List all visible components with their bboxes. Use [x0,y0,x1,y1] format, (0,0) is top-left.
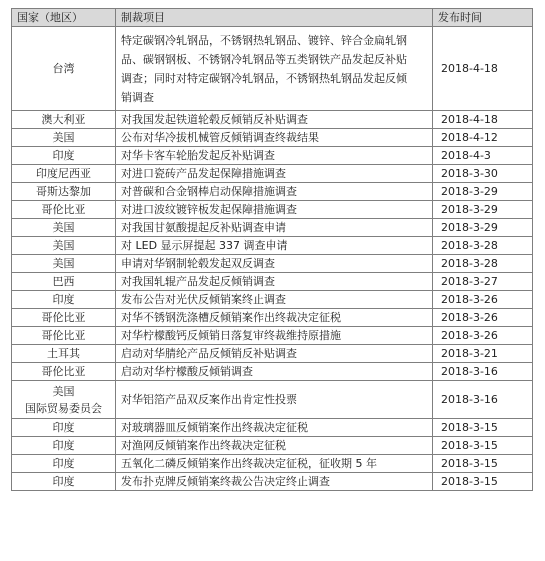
item-text: 申请对华钢制轮毂发起双反调查 [121,257,275,270]
region-cell [12,437,116,455]
date-cell: 2018-3-26 [433,327,533,345]
region-text: 美国 [52,257,75,270]
item-cell [116,111,433,129]
region-cell [12,237,116,255]
item-text: 启动对华柠檬酸反倾销调查 [121,365,253,378]
date-cell: 2018-3-15 [433,437,533,455]
item-text: 对我国轧辊产品发起反倾销调查 [121,275,275,288]
region-text: 印度 [52,293,75,306]
date-cell: 2018-3-29 [433,219,533,237]
item-text: 公布对华冷拔机械管反倾销调查终裁结果 [121,131,319,144]
region-cell [12,129,116,147]
item-cell [116,419,433,437]
region-text: 印度 [52,439,75,452]
region-text: 哥斯达黎加 [36,185,91,198]
region-cell [12,327,116,345]
item-cell [116,201,433,219]
date-cell: 2018-3-16 [433,363,533,381]
item-text: 对华铝箔产品双反案作出肯定性投票 [121,393,297,406]
item-text: 对华柠檬酸钙反倾销日落复审终裁维持原措施 [121,329,341,342]
region-text: 印度 [52,149,75,162]
date-cell: 2018-3-15 [433,455,533,473]
item-text: 对进口瓷砖产品发起保障措施调查 [121,167,286,180]
region-cell [12,273,116,291]
item-cell [116,345,433,363]
region-cell [12,291,116,309]
table-header-row [12,9,533,27]
item-text: 特定碳钢冷轧钢品，不锈钢热轧钢品、镀锌、锌合金扁轧钢 [121,33,407,47]
sanctions-table-container [11,8,533,491]
item-text: 对华卡客车轮胎发起反补贴调查 [121,149,275,162]
region-text: 印度 [52,475,75,488]
item-text: 对 LED 显示屏提起 337 调查申请 [121,239,288,252]
region-text: 美国 [52,384,75,398]
item-cell [116,219,433,237]
table-row [12,147,533,165]
item-text: 销调查 [121,90,154,104]
region-cell [12,165,116,183]
item-text: 发布扑克牌反倾销案终裁公告决定终止调查 [121,475,330,488]
region-text: 土耳其 [47,347,80,360]
region-text: 国际贸易委员会 [25,401,102,415]
region-cell [12,419,116,437]
date-cell: 2018-4-3 [433,147,533,165]
item-text: 对渔网反倾销案作出终裁决定征税 [121,439,286,452]
region-text: 哥伦比亚 [41,365,86,378]
item-text: 品、碳钢钢板、不锈钢冷轧钢品等五类钢铁产品发起反补贴 [121,52,407,66]
item-text: 对华不锈钢洗涤槽反倾销案作出终裁决定征税 [121,311,341,324]
region-text: 印度 [52,457,75,470]
table-row [12,183,533,201]
date-cell: 2018-4-12 [433,129,533,147]
item-cell [116,237,433,255]
date-cell: 2018-3-15 [433,419,533,437]
region-cell [12,345,116,363]
region-cell [12,363,116,381]
table-row [12,129,533,147]
item-cell [116,255,433,273]
table-row [12,201,533,219]
table-row [12,381,533,419]
region-text: 巴西 [52,275,75,288]
region-cell [12,381,116,419]
table-row [12,111,533,129]
region-text: 哥伦比亚 [41,203,86,216]
item-text: 调查；同时对特定碳钢冷轧钢品，不锈钢热轧钢品发起反倾 [121,71,407,85]
date-cell: 2018-3-28 [433,237,533,255]
table-row [12,437,533,455]
region-cell [12,201,116,219]
table-row [12,345,533,363]
region-text: 美国 [52,221,75,234]
header-date: 发布时间 [433,9,533,27]
region-text: 澳大利亚 [41,113,86,126]
region-text: 印度 [52,421,75,434]
region-text: 美国 [52,239,75,252]
item-text: 对进口波纹镀锌板发起保障措施调查 [121,203,297,216]
date-cell: 2018-3-28 [433,255,533,273]
date-cell: 2018-3-29 [433,183,533,201]
region-cell [12,27,116,111]
table-row [12,473,533,491]
date-cell: 2018-3-27 [433,273,533,291]
table-body [12,27,533,491]
date-cell: 2018-3-21 [433,345,533,363]
region-cell [12,255,116,273]
region-cell [12,183,116,201]
item-cell [116,455,433,473]
region-cell [12,473,116,491]
table-row [12,327,533,345]
table-row [12,237,533,255]
region-text: 哥伦比亚 [41,329,86,342]
item-text: 对普碳和合金钢棒启动保障措施调查 [121,185,297,198]
table-row [12,291,533,309]
date-cell: 2018-3-16 [433,381,533,419]
item-text: 五氧化二磷反倾销案作出终裁决定征税，征收期 5 年 [121,457,377,470]
header-item: 制裁项目 [116,9,433,27]
region-text: 美国 [52,131,75,144]
table-row [12,255,533,273]
sanctions-table [11,8,533,491]
item-cell [116,183,433,201]
item-text: 发布公告对光伏反倾销案终止调查 [121,293,286,306]
item-cell [116,437,433,455]
item-cell [116,381,433,419]
table-row [12,273,533,291]
region-cell [12,219,116,237]
item-text: 对我国甘氨酸提起反补贴调查申请 [121,221,286,234]
date-cell: 2018-3-26 [433,291,533,309]
table-row [12,419,533,437]
region-cell [12,111,116,129]
table-row [12,309,533,327]
date-cell: 2018-3-15 [433,473,533,491]
item-cell [116,291,433,309]
table-row [12,363,533,381]
item-text: 对我国发起铁道轮毂反倾销反补贴调查 [121,113,308,126]
item-cell [116,129,433,147]
item-text: 启动对华腈纶产品反倾销反补贴调查 [121,347,297,360]
date-cell: 2018-3-26 [433,309,533,327]
region-cell [12,455,116,473]
region-cell [12,147,116,165]
item-cell [116,147,433,165]
region-text: 台湾 [52,62,75,75]
item-cell [116,473,433,491]
item-cell [116,273,433,291]
table-row [12,455,533,473]
item-cell [116,309,433,327]
date-cell: 2018-4-18 [433,27,533,111]
table-row [12,27,533,111]
date-cell: 2018-3-29 [433,201,533,219]
item-text: 对玻璃器皿反倾销案作出终裁决定征税 [121,421,308,434]
region-cell [12,309,116,327]
table-row [12,219,533,237]
item-cell [116,27,433,111]
item-cell [116,327,433,345]
item-cell [116,165,433,183]
region-text: 哥伦比亚 [41,311,86,324]
header-region: 国家（地区） [12,9,116,27]
date-cell: 2018-3-30 [433,165,533,183]
date-cell: 2018-4-18 [433,111,533,129]
item-cell [116,363,433,381]
table-row [12,165,533,183]
region-text: 印度尼西亚 [36,167,91,180]
